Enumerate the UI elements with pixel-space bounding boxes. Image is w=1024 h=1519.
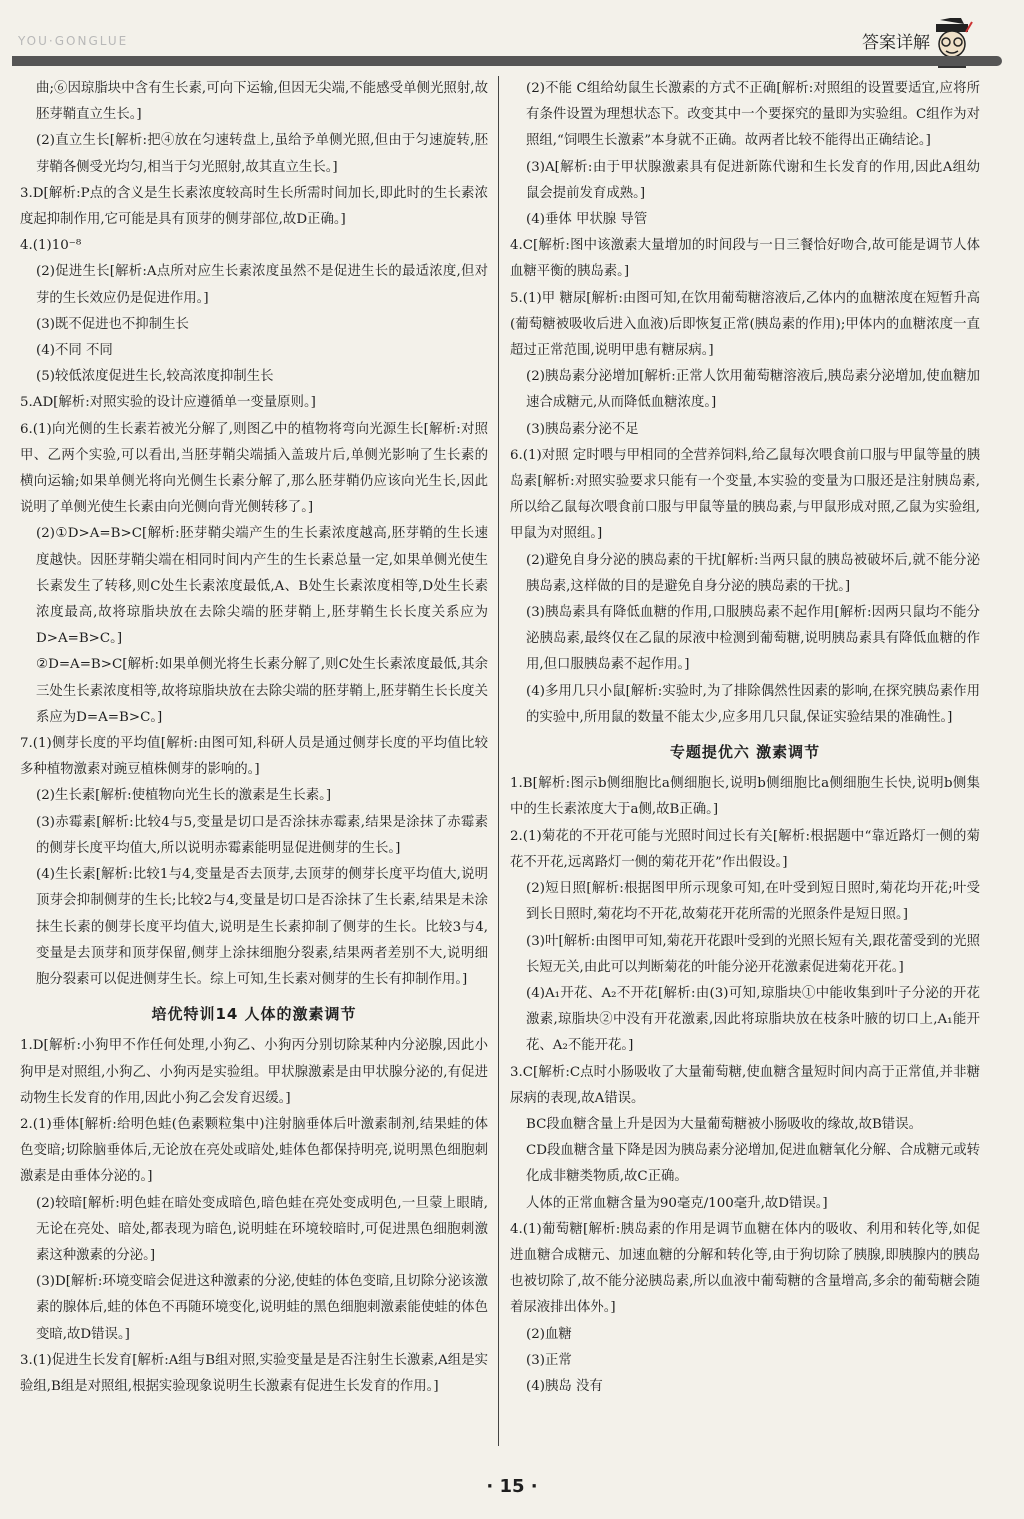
answer-paragraph: 7.(1)侧芽长度的平均值[解析:由图可知,科研人员是通过侧芽长度的平均值比较多种植物激素对豌豆植株侧芽的影响的。] bbox=[20, 736, 488, 778]
answer-paragraph: (3)D[解析:环境变暗会促进这种激素的分泌,使蛙的体色变暗,且切除分泌该激素的腺体后,蛙的体色不再随环境变化,说明蛙的黑色细胞刺激素能使蛙的体色变暗,故D错误。] bbox=[36, 1274, 488, 1342]
answer-paragraph: 6.(1)对照 定时喂与甲相同的全营养饲料,给乙鼠每次喂食前口服与甲鼠等量的胰岛素[解析:对照实验要求只能有一个变量,本实验的变量为口服还是注射胰岛素,所以给乙鼠每次喂食前口服与甲鼠等量的胰岛素,与甲鼠形成对照,乙鼠为实验组,甲鼠为对照组。] bbox=[510, 447, 980, 542]
answer-paragraph: (4)A₁开花、A₂不开花[解析:由(3)可知,琼脂块①中能收集到叶子分泌的开花激素,琼脂块②中没有开花激素,因此将琼脂块放在枝条叶腋的切口上,A₁能开花、A₂不能开花。] bbox=[526, 985, 980, 1054]
answer-paragraph: 4.(1)10⁻⁸ bbox=[20, 238, 82, 254]
answer-paragraph: (2)较暗[解析:明色蛙在暗处变成暗色,暗色蛙在亮处变成明色,一旦蒙上眼睛,无论在亮处、暗处,都表现为暗色,说明蛙在环境较暗时,可促进黑色细胞刺激素这种激素的分泌。] bbox=[36, 1195, 488, 1263]
answer-paragraph: 3.C[解析:C点时小肠吸收了大量葡萄糖,使血糖含量短时间内高于正常值,并非糖尿病的表现,故A错误。 bbox=[510, 1064, 980, 1106]
answer-paragraph: (2)生长素[解析:使植物向光生长的激素是生长素。] bbox=[36, 788, 332, 804]
answer-paragraph: (2)血糖 bbox=[526, 1326, 572, 1342]
answer-paragraph: (2)促进生长[解析:A点所对应生长素浓度虽然不是促进生长的最适浓度,但对芽的生长效应仍是促进作用。] bbox=[36, 264, 488, 306]
answer-paragraph: (2)①D>A=B>C[解析:胚芽鞘尖端产生的生长素浓度越高,胚芽鞘的生长速度越快。因胚芽鞘尖端在相同时间内产生的生长素总量一定,如果单侧光使生长素发生了转移,则C处生长素浓度最低,A、B处生长素浓度相等,D处生长素浓度最高,故将琼脂块放在去除尖端的胚芽鞘上,胚芽鞘生长长度关系应为D>A=B>C。] bbox=[36, 526, 488, 647]
answer-paragraph: (3)既不促进也不抑制生长 bbox=[36, 316, 189, 332]
section-heading: 培优特训14 人体的激素调节 bbox=[151, 1005, 357, 1024]
answer-paragraph: (4)生长素[解析:比较1与4,变量是否去顶芽,去顶芽的侧芽长度平均值大,说明顶芽会抑制侧芽的生长;比较2与4,变量是切口是否涂抹了生长素,结果是未涂抹生长素的侧芽长度平均值大,说明是生长素抑制了侧芽的生长。比较3与4,变量是去顶芽和顶芽保留,侧芽上涂抹细胞分裂素,结果两者差别不大,说明细胞分裂素可以促进侧芽生长。综上可知,生长素对侧芽的生长有抑制作用。] bbox=[36, 867, 488, 987]
answer-paragraph: 2.(1)垂体[解析:给明色蛙(色素颗粒集中)注射脑垂体后叶激素制剂,结果蛙的体色变暗;切除脑垂体后,无论放在亮处或暗处,蛙体色都保持明亮,说明黑色细胞刺激素是由垂体分泌的。] bbox=[20, 1116, 488, 1185]
answer-paragraph: (3)胰岛素具有降低血糖的作用,口服胰岛素不起作用[解析:因两只鼠均不能分泌胰岛素,最终仅在乙鼠的尿液中检测到葡萄糖,说明胰岛素具有降低血糖的作用,但口服胰岛素不起作用。] bbox=[526, 605, 980, 673]
answer-paragraph: (5)较低浓度促进生长,较高浓度抑制生长 bbox=[36, 369, 274, 385]
page-number: · 15 · bbox=[486, 1476, 538, 1497]
answer-paragraph: 3.(1)促进生长发育[解析:A组与B组对照,实验变量是是否注射生长激素,A组是实验组,B组是对照组,根据实验现象说明生长激素有促进生长发育的作用。] bbox=[20, 1352, 488, 1394]
answer-paragraph: (3)叶[解析:由图甲可知,菊花开花跟叶受到的光照长短有关,跟花蕾受到的光照长短无关,由此可以判断菊花的叶能分泌开花激素促进菊花开花。] bbox=[526, 933, 980, 975]
answer-paragraph: 3.D[解析:P点的含义是生长素浓度较高时生长所需时间加长,即此时的生长素浓度起抑制作用,它可能是具有顶芽的侧芽部位,故D正确。] bbox=[20, 185, 488, 228]
answer-paragraph: (2)直立生长[解析:把④放在匀速转盘上,虽给予单侧光照,但由于匀速旋转,胚芽鞘各侧受光均匀,相当于匀光照射,故其直立生长。] bbox=[36, 133, 488, 175]
column-divider bbox=[498, 76, 499, 1446]
answer-paragraph: (2)避免自身分泌的胰岛素的干扰[解析:当两只鼠的胰岛被破坏后,就不能分泌胰岛素,这样做的目的是避免自身分泌的胰岛素的干扰。] bbox=[526, 552, 980, 594]
section-heading: 专题提优六 激素调节 bbox=[669, 743, 821, 762]
answer-paragraph: 1.D[解析:小狗甲不作任何处理,小狗乙、小狗丙分别切除某种内分泌腺,因此小狗甲是对照组,小狗乙、小狗丙是实验组。甲状腺激素是由甲状腺分泌的,有促进动物生长发育的作用,因此小狗乙会发育迟缓。] bbox=[20, 1038, 488, 1106]
answer-paragraph: ②D=A=B>C[解析:如果单侧光将生长素分解了,则C处生长素浓度最低,其余三处生长素浓度相等,故将琼脂块放在去除尖端的胚芽鞘上,胚芽鞘生长长度关系应为D=A=B>C。] bbox=[36, 657, 488, 725]
answer-paragraph: 1.B[解析:图示b侧细胞比a侧细胞长,说明b侧细胞比a侧细胞生长快,说明b侧集中的生长素浓度大于a侧,故B正确。] bbox=[510, 776, 980, 818]
brand-text: YOU·GONGLUE bbox=[18, 34, 129, 48]
answer-paragraph: 4.(1)葡萄糖[解析:胰岛素的作用是调节血糖在体内的吸收、利用和转化等,如促进血糖合成糖元、加速血糖的分解和转化等,由于狗切除了胰腺,即胰腺内的胰岛也被切除了,故不能分泌胰岛素,所以血液中葡萄糖的含量增高,多余的葡萄糖会随着尿液排出体外。] bbox=[510, 1221, 980, 1316]
answer-paragraph: 5.AD[解析:对照实验的设计应遵循单一变量原则。] bbox=[20, 395, 316, 411]
answer-paragraph: (3)赤霉素[解析:比较4与5,变量是切口是否涂抹赤霉素,结果是涂抹了赤霉素的侧芽长度平均值大,所以说明赤霉素能明显促进侧芽的生长。] bbox=[36, 814, 488, 856]
answer-paragraph: (4)多用几只小鼠[解析:实验时,为了排除偶然性因素的影响,在探究胰岛素作用的实验中,所用鼠的数量不能太少,应多用几只鼠,保证实验结果的准确性。] bbox=[526, 683, 980, 725]
left-column bbox=[20, 76, 488, 1400]
answer-paragraph: 5.(1)甲 糖尿[解析:由图可知,在饮用葡萄糖溶液后,乙体内的血糖浓度在短暂升高(葡萄糖被吸收后进入血液)后即恢复正常(胰岛素的作用);甲体内的血糖浓度一直超过正常范围,说明甲患有糖尿病。] bbox=[510, 290, 980, 359]
answer-paragraph: 4.C[解析:图中该激素大量增加的时间段与一日三餐恰好吻合,故可能是调节人体血糖平衡的胰岛素。] bbox=[510, 238, 980, 280]
answer-paragraph: (2)不能 C组给幼鼠生长激素的方式不正确[解析:对照组的设置要适宜,应将所有条件设置为理想状态下。改变其中一个要探究的量即为实验组。C组作为对照组,“饲喂生长激素”本身就不正确。故两者比较不能得出正确结论。] bbox=[526, 81, 980, 149]
answer-paragraph: BC段血糖含量上升是因为大量葡萄糖被小肠吸收的缘故,故B错误。 bbox=[526, 1116, 922, 1132]
answer-paragraph: (4)不同 不同 bbox=[36, 343, 113, 359]
answer-paragraph: (3)A[解析:由于甲状腺激素具有促进新陈代谢和生长发育的作用,因此A组幼鼠会提前发育成熟。] bbox=[526, 159, 980, 201]
answer-paragraph: 2.(1)菊花的不开花可能与光照时间过长有关[解析:根据题中“靠近路灯一侧的菊花不开花,远离路灯一侧的菊花开花”作出假设。] bbox=[510, 828, 980, 870]
answer-paragraph: 曲;⑥因琼脂块中含有生长素,可向下运输,但因无尖端,不能感受单侧光照射,故胚芽鞘直立生长。] bbox=[36, 81, 488, 123]
answer-paragraph: (2)胰岛素分泌增加[解析:正常人饮用葡萄糖溶液后,胰岛素分泌增加,使血糖加速合成糖元,从而降低血糖浓度。] bbox=[526, 369, 980, 411]
answer-paragraph: (4)垂体 甲状腺 导管 bbox=[526, 212, 648, 228]
answer-paragraph: 6.(1)向光侧的生长素若被光分解了,则图乙中的植物将弯向光源生长[解析:对照甲、乙两个实验,可以看出,当胚芽鞘尖端插入盖玻片后,单侧光影响了生长素的横向运输;如果单侧光将向光侧生长素分解了,那么胚芽鞘仍应该向光生长,因此说明了单侧光使生长素由向光侧向背光侧转移了。] bbox=[20, 421, 488, 516]
header-rule bbox=[12, 56, 1002, 66]
section-title: 答案详解 bbox=[862, 33, 930, 53]
answer-paragraph: (2)短日照[解析:根据图甲所示现象可知,在叶受到短日照时,菊花均开花;叶受到长日照时,菊花均不开花,故菊花开花所需的光照条件是短日照。] bbox=[526, 881, 980, 923]
answer-paragraph: (3)正常 bbox=[526, 1352, 572, 1368]
answer-paragraph: CD段血糖含量下降是因为胰岛素分泌增加,促进血糖氧化分解、合成糖元或转化成非糖类物质,故C正确。 bbox=[526, 1143, 980, 1185]
answer-paragraph: 人体的正常血糖含量为90毫克/100毫升,故D错误。] bbox=[526, 1195, 828, 1211]
answer-paragraph: (4)胰岛 没有 bbox=[526, 1378, 603, 1394]
page-header bbox=[0, 0, 1024, 72]
answer-paragraph: (3)胰岛素分泌不足 bbox=[526, 421, 639, 437]
right-column bbox=[510, 76, 980, 1400]
